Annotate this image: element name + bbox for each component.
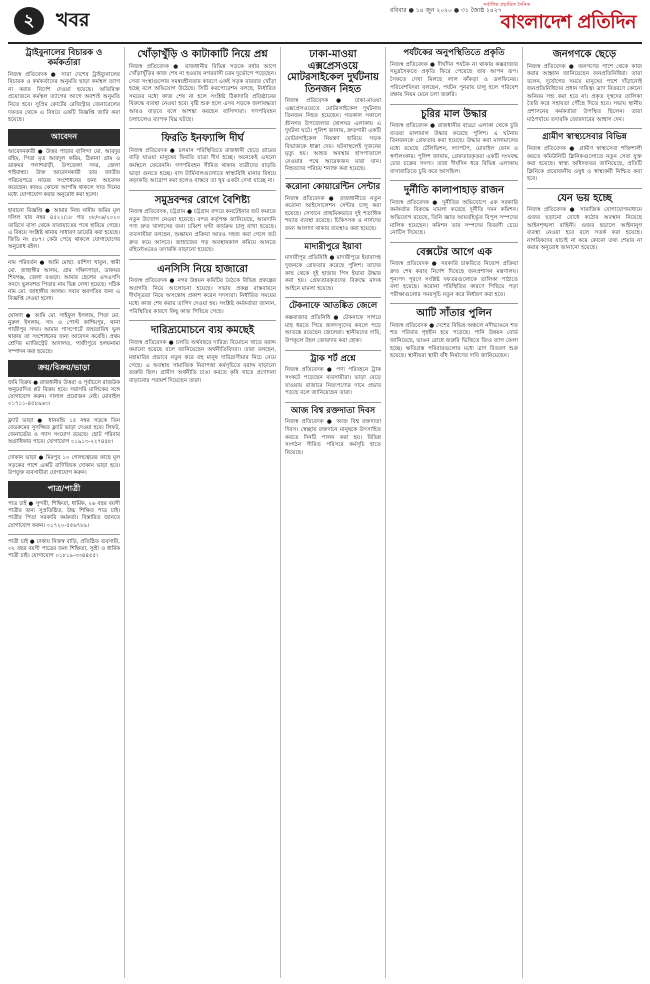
headline: আটি সাঁতার পুলিন <box>416 308 492 320</box>
headline: আজ বিশ্ব রক্তদাতা দিবস <box>290 405 376 416</box>
classified-ad: ফ্ল্যাট ভাড়া ● ধানমন্ডি ১৫ নম্বর সড়কে তিন বেডরুমের সুসজ্জিত ফ্ল্যাট ভাড়া দেওয়া হবে। লিফট, জেনারেটর ও গ্যাস সংযোগ রয়েছে। ছোট পরিবার অগ্রাধিকার পাবে। যোগাযোগ ০১৯১৩-২২৭৪৫৮। <box>8 417 120 446</box>
headline: এনসিসি নিয়ে হাজারো <box>157 263 248 275</box>
section-bar-buy-sell: ক্রয়/বিক্রয়/ভাড়া <box>8 360 120 377</box>
section-bar-matrimonial: পাত্র/পাত্রী <box>8 481 120 498</box>
article-body: নিজস্ব প্রতিবেদক ● রাজধানীর বাড্ডা এলাকা থেকে চুরি যাওয়া মালামাল উদ্ধার করেছে পুলিশ। এ ঘটনায় তিনজনকে গ্রেফতার করা হয়েছে। উদ্ধার করা মালামালের মধ্যে রয়েছে টেলিভিশন, ল্যাপটপ, মোবাইল ফোন ও স্বর্ণালংকার। পুলিশ জানায়, গ্রেফতারকৃতরা একটি সংঘবদ্ধ চোর চক্রের সদস্য। তারা দীর্ঘদিন ধরে বিভিন্ন এলাকায় বাসাবাড়িতে চুরি করে আসছিল। <box>390 123 518 175</box>
article-body: মাদারীপুর প্রতিনিধি ● মাদারীপুরে ইয়াবাসহ দুজনকে গ্রেফতার করেছে পুলিশ। তাদের কাছ থেকে দুই হাজার পিস ইয়াবা উদ্ধার করা হয়। গ্রেফতারকৃতদের বিরুদ্ধে মাদক আইনে মামলা হয়েছে। <box>285 255 381 292</box>
article-body: নিজস্ব প্রতিবেদক ● দীর্ঘদিন পর্যটক না থাকায় কক্সবাজার সমুদ্রসৈকতে প্রকৃতি ফিরে পেয়েছে তার আপন রূপ। সৈকতে দেখা মিলছে লাল কাঁকড়া ও ডলফিনের। পরিবেশবিদরা বলছেন, পর্যটন পুনরায় চালু হলে পরিবেশ রক্ষায় নিয়ম মেনে চলা জরুরি। <box>390 61 518 99</box>
headline: করোনা কোয়ারেন্টিন সেন্টার <box>285 181 381 192</box>
classified-ad: আবেদনকারী ● উত্তর পাড়ার বাসিন্দা মো. আবদুর রহিম, পিতা মৃত আবদুল করিম, ঠিকানা গ্রাম ও ডাকঘর পলাশবাড়ী, উপজেলা সদর, জেলা গাইবান্ধা। উক্ত আবেদনকারী তার জাতীয় পরিচয়পত্রে নামের সংশোধনের জন্য আবেদন করেছেন। কারও কোনো আপত্তি থাকলে সাত দিনের মধ্যে যোগাযোগ করার অনুরোধ করা হলো। <box>8 148 120 198</box>
article-body: নিজস্ব প্রতিবেদক ● দুর্নীতির অভিযোগে এক সরকারি কর্মকর্তার বিরুদ্ধে মামলা করেছে দুর্নীতি দমন কমিশন। অভিযোগ রয়েছে, তিনি জ্ঞাত আয়বহির্ভূত বিপুল সম্পদের মালিক হয়েছেন। কমিশন তার সম্পদের বিবরণী চেয়ে নোটিস দিয়েছে। <box>390 199 518 237</box>
article-body: নিজস্ব প্রতিবেদক ● রাজধানীর বিভিন্ন সড়কে বর্ষার আগে খোঁড়াখুঁড়ির কাজ শেষ না হওয়ায় নগরবাসী চরম দুর্ভোগে পড়েছেন। সেবা সংস্থাগুলোর সমন্বয়হীনতার কারণে একই সড়ক বারবার খোঁড়া হচ্ছে বলে অভিযোগ উঠেছে। সিটি করপোরেশন বলছে, নির্ধারিত সময়ের মধ্যে কাজ শেষ না হলে সংশ্লিষ্ট ঠিকাদারি প্রতিষ্ঠানের বিরুদ্ধে ব্যবস্থা নেওয়া হবে। বৃষ্টি শুরু হলে এসব সড়কে জলাবদ্ধতা আরও বাড়বে বলে আশঙ্কা করছেন বাসিন্দারা। গণপরিবহন চলাচলেও ব্যাপক বিঘ্ন ঘটছে। <box>129 63 276 123</box>
headline: পর্যটকের অনুপস্থিতিতে প্রকৃতি <box>403 48 505 58</box>
headline: ট্রাক শর্ট প্রশ্নে <box>310 353 356 364</box>
article-body: নিজস্ব প্রতিবেদক ● পণ্য পরিবহনে ট্রাক সংকটে পড়েছেন ব্যবসায়ীরা। ভাড়া বেড়ে যাওয়ায় বাজারে নিত্যপণ্যের দামে প্রভাব পড়ছে বলে জানিয়েছেন তারা। <box>285 367 381 397</box>
headline: যেন ভয় হচ্ছে <box>557 192 612 204</box>
section-name: খবর <box>56 9 90 31</box>
column-divider <box>280 47 281 978</box>
column-divider <box>385 47 386 978</box>
brand-logo: বাংলাদেশ প্রতিদিন <box>500 11 636 33</box>
headline: দুর্নীতি কালাপাহাড় রাজন <box>404 185 504 197</box>
headline: টেকনাফে আতঙ্কিত জেলে <box>288 301 378 312</box>
masthead <box>0 0 650 44</box>
headline: ফিরতি ইনফ্যান্সি দীর্ঘ <box>161 133 244 145</box>
article-body: নিজস্ব প্রতিবেদক ● ঢাকা-মাওয়া এক্সপ্রেসওয়েতে মোটরসাইকেল দুর্ঘটনায় তিনজন নিহত হয়েছেন। গতকাল সকালে শ্রীনগর উপজেলার ষোলঘর এলাকায় এ দুর্ঘটনা ঘটে। পুলিশ জানায়, দ্রুতগামী একটি মোটরসাইকেল নিয়ন্ত্রণ হারিয়ে সড়ক বিভাজকে ধাক্কা দেয়। ঘটনাস্থলেই দুজনের মৃত্যু হয়। আহত অবস্থায় হাসপাতালে নেওয়ার পথে আরেকজন মারা যান। নিহতদের পরিচয় শনাক্ত করা হয়েছে। <box>285 98 381 173</box>
article-body: নিজস্ব প্রতিবেদক ● আজ বিশ্ব রক্তদাতা দিবস। স্বেচ্ছায় রক্তদানে মানুষকে উৎসাহিত করতে দিনটি পালন করা হয়। বিভিন্ন সংগঠন সীমিত পরিসরে কর্মসূচি হাতে নিয়েছে। <box>285 419 381 456</box>
headline: ঢাকা-মাওয়া এক্সপ্রেসওয়ে মোটরসাইকেল দুর্ঘটনায় তিনজন নিহত <box>287 49 379 95</box>
headline: গ্রামীণ স্বাস্থ্যসেবার বিভিন্ন <box>542 132 627 143</box>
column-divider <box>522 47 523 978</box>
headline: চুরির মাল উদ্ধার <box>421 108 487 120</box>
article-body: নিজস্ব প্রতিবেদক ● চলতি অর্থবছরে দারিদ্র্য বিমোচন খাতে বরাদ্দ কমানো হয়েছে বলে জানিয়েছেন অর্থনীতিবিদরা। তারা বলছেন, মহামারির প্রভাবে নতুন করে বহু মানুষ দারিদ্র্যসীমার নিচে নেমে গেছে। এ অবস্থায় সামাজিক নিরাপত্তা কর্মসূচিতে বরাদ্দ বাড়ানো জরুরি ছিল। গ্রামীণ অর্থনীতি চাঙা করতে কৃষি খাতে প্রণোদনা বাড়ানোর পরামর্শ দিয়েছেন তারা। <box>129 339 276 384</box>
column-news-5 <box>527 47 642 978</box>
article-body: নিজস্ব প্রতিবেদক ● সরকারি চাকরিতে নিয়োগ প্রক্রিয়া দ্রুত শেষ করার নির্দেশ দিয়েছে জনপ্রশাসন মন্ত্রণালয়। শূন্যপদ পূরণে সংশ্লিষ্ট দফতরগুলোকে তালিকা পাঠাতে বলা হয়েছে। করোনা পরিস্থিতির কারণে পিছিয়ে পড়া পরীক্ষাগুলোর সময়সূচি নতুন করে নির্ধারণ করা হবে। <box>390 261 518 298</box>
headline: মাদারীপুরে ইয়াবা <box>304 241 362 252</box>
article-body: নিজস্ব প্রতিবেদক ● সারা দেশের ট্রাইব্যুনালের বিচারক ও কর্মকর্তাদের অনুমতি ছাড়া কর্মস্থল ত্যাগ না করার নির্দেশ দেওয়া হয়েছে। অতিরিক্ত প্রয়োজনে কর্মস্থল ত্যাগের আগে অবশ্যই অনুমতি নিতে হবে। সুপ্রিম কোর্টের রেজিস্ট্রার জেনারেলের দফতর থেকে এ বিষয়ে একটি বিজ্ঞপ্তি জারি করা হয়েছে। <box>8 71 120 124</box>
masthead-rule <box>8 42 642 44</box>
headline: দারিদ্র্যমোচনে ব্যয় কমছেই <box>150 325 255 337</box>
article-body: নিজস্ব প্রতিবেদক ● দেশের বিভিন্ন অঞ্চলে নদীভাঙনে শত শত পরিবার গৃহহীন হয়ে পড়েছে। পানি উন্নয়ন বোর্ড জানিয়েছে, ভাঙন রোধে জরুরি ভিত্তিতে জিও ব্যাগ ফেলা হচ্ছে। ক্ষতিগ্রস্ত পরিবারগুলোর মধ্যে ত্রাণ বিতরণ শুরু হয়েছে। স্থানীয়রা স্থায়ী বাঁধ নির্মাণের দাবি জানিয়েছেন। <box>390 322 518 360</box>
headline: জনগণকে ছেড়ে <box>552 49 617 60</box>
brand-tagline: সর্বাধিক প্রচারিত দৈনিক <box>483 2 530 8</box>
article-body: কক্সবাজার প্রতিনিধি ● টেকনাফে সাগরে মাছ ধরতে গিয়ে জলদস্যুদের কবলে পড়ে আতঙ্কে রয়েছেন জেলেরা। স্থানীয়দের দাবি, উপকূলে টহল জোরদার করা হোক। <box>285 315 381 344</box>
column-classifieds <box>8 47 120 978</box>
article-body: নিজস্ব প্রতিবেদক ● নগর উন্নয়ন কমিটির বৈঠকে বিভিন্ন প্রকল্পের অগ্রগতি নিয়ে আলোচনা হয়েছে। সভায় প্রকল্প বাস্তবায়নে দীর্ঘসূত্রতা নিয়ে অসন্তোষ প্রকাশ করেন সদস্যরা। নির্ধারিত সময়ের মধ্যে কাজ শেষ করার তাগিদ দেওয়া হয়। সংশ্লিষ্ট কর্মকর্তারা জানান, পরিস্থিতির কারণে কিছু কাজ পিছিয়ে গেছে। <box>129 278 276 315</box>
dateline: রবিবার ● ১৪ জুন ২০২০ ● ৩১ জ্যৈষ্ঠ ১৪২৭ <box>390 7 502 14</box>
classified-ad: নাম পরিবর্তন ● আমি মোছা. রাশিদা খাতুন, স্বামী মো. জাহাঙ্গীর আলম, গ্রাম দক্ষিণপাড়া, ডাকঘর শিবগঞ্জ, জেলা বগুড়া। আমার ছেলের এসএসসি সনদে ভুলবশত পিতার নাম ভিন্ন লেখা হয়েছে। সঠিক নাম মো. জাহাঙ্গীর আলম। সবার অবগতির জন্য এ বিজ্ঞপ্তি দেওয়া হলো। <box>8 260 120 303</box>
article-body: নিজস্ব প্রতিবেদক, চট্টগ্রাম ● চট্টগ্রাম বন্দরে কনটেইনার জট কমাতে নতুন উদ্যোগ নেওয়া হয়েছে। বন্দর কর্তৃপক্ষ জানিয়েছে, আমদানি পণ্য দ্রুত খালাসের জন্য চব্বিশ ঘণ্টা কার্যক্রম চালু রাখা হয়েছে। ব্যবসায়ীরা বলছেন, শুল্কায়ন প্রক্রিয়া আরও সহজ করা গেলে জট দ্রুত কমে আসবে। জাহাজের গড় অবস্থানকাল কমিয়ে আনতে বহির্নোঙরেও তদারকি বাড়ানো হয়েছে। <box>129 209 276 254</box>
page-number: ২ <box>14 7 44 35</box>
classified-ad: হারানো বিজ্ঞপ্তি ● আমার নিজ নামীয় জমির মূল দলিল যার নম্বর ৪৫২১/১৮ গত ০৮/০৬/২০২০ তারিখে বাসা থেকে যাতায়াতের পথে হারিয়ে গেছে। এ বিষয়ে সংশ্লিষ্ট থানায় সাধারণ ডায়েরি করা হয়েছে। জিডি নং ৫৮৭। কেউ পেয়ে থাকলে যোগাযোগের অনুরোধ রইল। <box>8 208 120 251</box>
article-body: নিজস্ব প্রতিবেদক ● গ্রামীণ স্বাস্থ্যসেবা শক্তিশালী করতে কমিউনিটি ক্লিনিকগুলোতে নতুন সেবা যুক্ত করা হয়েছে। স্বাস্থ্য অধিদফতর জানিয়েছে, প্রতিটি ক্লিনিকে প্রয়োজনীয় ওষুধ ও স্বাস্থ্যকর্মী নিশ্চিত করা হবে। <box>527 146 642 183</box>
classified-ad: দোকান ভাড়া ● মিরপুর ১০ গোলচত্বরের কাছে মূল সড়কের পাশে একটি বাণিজ্যিক দোকান ভাড়া হবে। উপযুক্ত ব্যবসায়ীরা যোগাযোগ করুন। <box>8 455 120 476</box>
classified-ad: পাত্র চাই ● সুন্দরী, শিক্ষিতা, ধার্মিক, ২৬ বছর বয়সী পাত্রীর জন্য সুপ্রতিষ্ঠিত, উচ্চ শিক্ষিত পাত্র চাই। পাত্রীর পিতা সরকারি কর্মকর্তা। বিস্তারিত জানতে যোগাযোগ করুন। ০১৭২০-৫৫৬৭৮৯। <box>8 501 120 529</box>
article-body: নিজস্ব প্রতিবেদক ● রাজধানীতে নতুন করোনা আইসোলেশন সেন্টার চালু করা হয়েছে। সেখানে প্রাথমিকভাবে দুই শতাধিক শয্যার ব্যবস্থা রয়েছে। চিকিৎসক ও নার্সদের জন্য আলাদা থাকার ব্যবস্থাও করা হয়েছে। <box>285 195 381 233</box>
column-news-3 <box>285 47 381 978</box>
section-bar-application: আবেদন <box>8 129 120 146</box>
classified-ad: পাত্রী চাই ● ঢাকায় নিজস্ব বাড়ি, প্রতিষ্ঠিত ব্যবসায়ী, ৩২ বছর বয়সী পাত্রের জন্য শিক্ষিতা, সুশ্রী ও ধার্মিক পাত্রী চাই। যোগাযোগ ০১৮১৯-৩৩৪৪৫৫। <box>8 538 120 560</box>
article-body: নিজস্ব প্রতিবেদক ● সামাজিক যোগাযোগমাধ্যমে গুজব ছড়ানো রোধে কঠোর অবস্থান নিয়েছে আইনশৃঙ্খলা বাহিনী। গুজব ছড়ালে আইনানুগ ব্যবস্থা নেওয়া হবে বলে সতর্ক করা হয়েছে। নাগরিকদের যাচাই না করে কোনো তথ্য শেয়ার না করার অনুরোধ জানানো হয়েছে। <box>527 207 642 252</box>
classified-ad: জমি বিক্রয় ● রাজধানীর উত্তরা ও পূর্বাচলে রাজউক অনুমোদিত প্লট বিক্রয় হবে। সরাসরি মালিকের সঙ্গে যোগাযোগ করুন। দালাল প্রয়োজন নেই। মোবাইল ০১৭১১-৪৫৮৯৬৩। <box>8 379 120 408</box>
column-news-4 <box>390 47 518 978</box>
headline: বেক্সটের আগে এক <box>416 246 492 258</box>
headline: ট্রাইবুনালের বিচারক ও কর্মকর্তারা <box>25 48 103 68</box>
article-body: নিজস্ব প্রতিবেদক ● চলমান পরিস্থিতিতে রাজধানী ছেড়ে গ্রামের বাড়ি যাওয়া মানুষের ফিরতি যাত্রা দীর্ঘ হচ্ছে। অনেকেই এখনো কর্মস্থলে ফেরেননি। গণপরিবহন সীমিত থাকায় যাত্রীদের বাড়তি ভাড়া গুনতে হচ্ছে। বাস টার্মিনালগুলোতে স্বাস্থ্যবিধি মানার বিষয়ে কড়াকড়ি আরোপ করা হলেও বাস্তবে তা খুব একটা দেখা যাচ্ছে না। <box>129 147 276 185</box>
classified-ad: ঘোষণা ● আমি মো. সাইফুল ইসলাম, পিতা মো. নুরুল ইসলাম, সাং ও পোস্ট কাশিমপুর, থানা গাজীপুর সদর। আমার পাসপোর্টে জন্মতারিখ ভুল থাকায় তা সংশোধনের জন্য আবেদন করেছি। প্রথম শ্রেণির ম্যাজিস্ট্রেট আদালত, গাজীপুরে হলফনামা সম্পাদন করা হয়েছে। <box>8 312 120 355</box>
column-news-2 <box>129 47 276 978</box>
headline: খোঁড়াখুঁড়ি ও কাটাকাটি নিয়ে প্রশ্ন <box>137 49 268 60</box>
column-divider <box>124 47 125 978</box>
article-body: নিজস্ব প্রতিবেদক ● জনগণের পাশে থেকে কাজ করার আহ্বান জানিয়েছেন জনপ্রতিনিধিরা। তারা বলেন, দুর্যোগের সময়ে মানুষের পাশে দাঁড়ানোই জনপ্রতিনিধিদের প্রধান দায়িত্ব। ত্রাণ বিতরণে কোনো অনিয়ম সহ্য করা হবে না। প্রকৃত দুস্থদের তালিকা তৈরি করে সহায়তা পৌঁছে দিতে হবে। সভায় স্থানীয় প্রশাসনের কর্মকর্তারা উপস্থিত ছিলেন। তারা মাঠপর্যায়ে তদারকি জোরদারের আশ্বাস দেন। <box>527 63 642 123</box>
headline: সমুদ্রবন্দর রোগে বৈশিষ্ট্য <box>154 194 251 206</box>
